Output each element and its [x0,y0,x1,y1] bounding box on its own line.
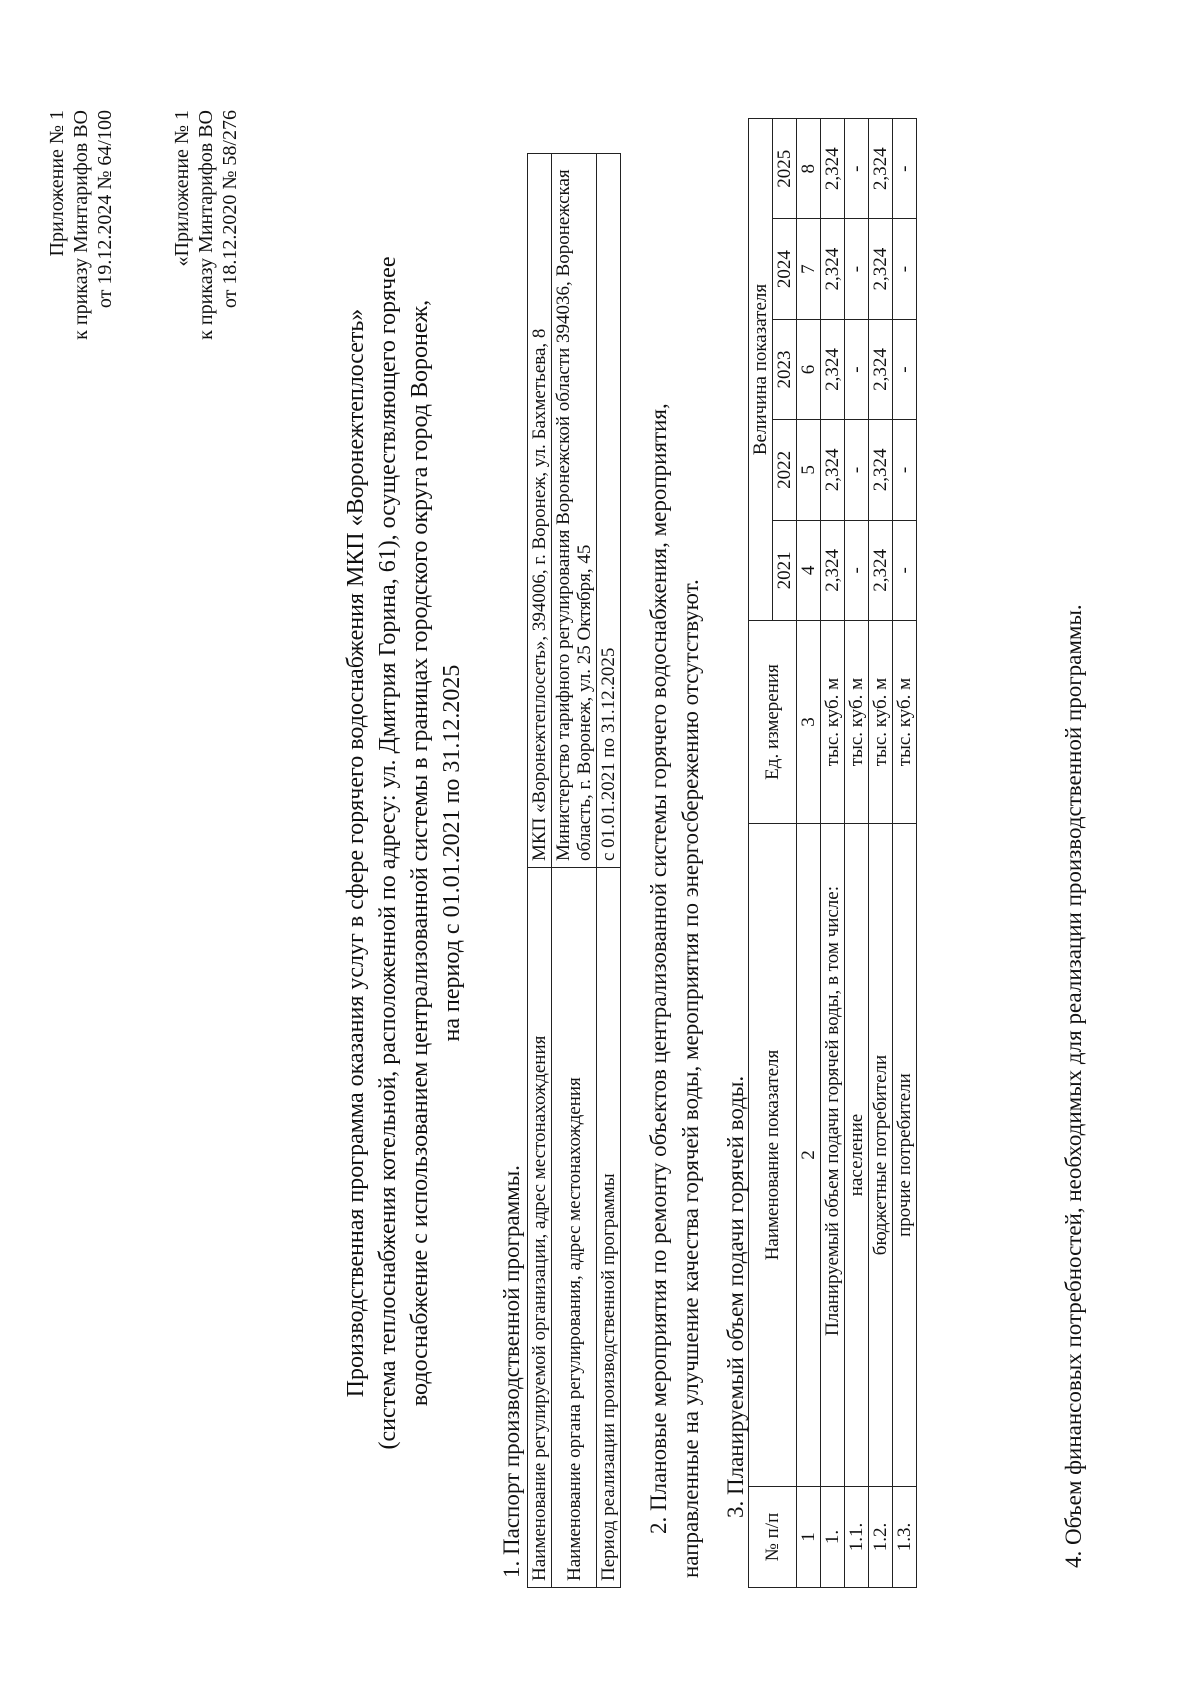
col-header-unit: Ед. измерения [749,621,797,824]
passport-label: Наименование органа регулирования, адрес местонахождения [552,868,597,1588]
row-value: - [893,520,917,620]
col-index: 5 [797,420,821,520]
row-value: - [845,119,869,219]
table-row [821,119,845,1588]
row-unit: тыс. куб. м [869,621,893,824]
col-header-year: 2024 [773,219,797,319]
header-annex-previous [170,110,242,340]
row-value: - [893,420,917,520]
col-header-year: 2021 [773,520,797,620]
col-header-value-group: Величина показателя [749,119,773,621]
row-value: 2,324 [821,119,845,219]
table-row [845,119,869,1588]
title-line: водоснабжение с использованием централизованной системы в границах городского округа город Воронеж, [407,299,433,1407]
row-value: - [845,219,869,319]
row-name: прочие потребители [893,824,917,1487]
passport-value: МКП «Воронежтеплосеть», 394006, г. Воронеж, ул. Бахметьева, 8 [528,154,552,868]
passport-value: Министерство тарифного регулирования Воронежской области 394036, Воронежская область, г. Воронеж, ул. 25 Октября, 45 [552,154,597,868]
row-value: 2,324 [821,219,845,319]
row-value: 2,324 [869,219,893,319]
col-index: 1 [797,1487,821,1588]
table-row [552,154,597,1588]
section-3-heading: 3. Планируемый объем подачи горячей воды. [723,1075,748,1518]
col-index: 3 [797,621,821,824]
title-line: на период с 01.01.2021 по 31.12.2025 [439,664,465,1042]
row-value: 2,324 [869,119,893,219]
row-num: 1.3. [893,1487,917,1588]
section-4-heading: 4. Объем финансовых потребностей, необходимых для реализации производственной программы. [1061,604,1086,1568]
row-value: 2,324 [869,319,893,419]
header-annex [45,110,117,340]
header-line: от 19.12.2024 № 64/100 [94,110,116,309]
row-name: население [845,824,869,1487]
section-2-line: 2. Плановые мероприятия по ремонту объектов централизованной системы горячего водоснабжения, мероприятия, [646,403,671,1534]
col-header-num: № п/п [749,1487,797,1588]
col-header-name: Наименование показателя [749,824,797,1487]
row-value: - [893,219,917,319]
section-2-line: направленные на улучшение качества горячей воды, мероприятия по энергосбережению отсутствуют. [678,579,703,1578]
hot-water-volume-table [748,118,917,1588]
col-index: 7 [797,219,821,319]
row-num: 1.2. [869,1487,893,1588]
table-row [528,154,552,1588]
header-line: к приказу Минтарифов ВО [195,110,217,340]
row-unit: тыс. куб. м [821,621,845,824]
header-line: «Приложение № 1 [171,110,193,267]
row-name: Планируемый объем подачи горячей воды, в том числе: [821,824,845,1487]
row-unit: тыс. куб. м [845,621,869,824]
row-value: 2,324 [869,420,893,520]
row-name: бюджетные потребители [869,824,893,1487]
row-value: 2,324 [821,420,845,520]
col-index: 2 [797,824,821,1487]
row-value: 2,324 [821,520,845,620]
header-line: от 18.12.2020 № 58/276 [219,110,241,309]
document-title [340,128,468,1578]
section-1-heading: 1. Паспорт производственной программы. [499,1165,524,1578]
row-value: - [845,420,869,520]
row-value: - [893,319,917,419]
table-header-row [749,119,773,1588]
row-value: 2,324 [821,319,845,419]
col-index: 6 [797,319,821,419]
section-2-text [643,153,707,1578]
row-value: 2,324 [869,520,893,620]
header-line: к приказу Минтарифов ВО [70,110,92,340]
header-line: Приложение № 1 [46,110,68,257]
row-unit: тыс. куб. м [893,621,917,824]
table-row [893,119,917,1588]
passport-label: Наименование регулируемой организации, адрес местонахождения [528,868,552,1588]
col-header-year: 2025 [773,119,797,219]
title-line: Производственная программа оказания услуг в сфере горячего водоснабжения МКП «Воронежтеплосеть» [343,308,369,1398]
table-row [869,119,893,1588]
title-line: (система теплоснабжения котельной, расположенной по адресу: ул. Дмитрия Горина, 61), осуществляющего горячее [375,256,401,1450]
row-num: 1. [821,1487,845,1588]
row-value: - [845,319,869,419]
row-value: - [845,520,869,620]
passport-table [527,153,621,1588]
col-header-year: 2023 [773,319,797,419]
col-index: 4 [797,520,821,620]
col-index: 8 [797,119,821,219]
row-num: 1.1. [845,1487,869,1588]
col-header-year: 2022 [773,420,797,520]
column-index-row [797,119,821,1588]
table-row [597,154,621,1588]
passport-label: Период реализации производственной программы [597,868,621,1588]
passport-value: с 01.01.2021 по 31.12.2025 [597,154,621,868]
row-value: - [893,119,917,219]
